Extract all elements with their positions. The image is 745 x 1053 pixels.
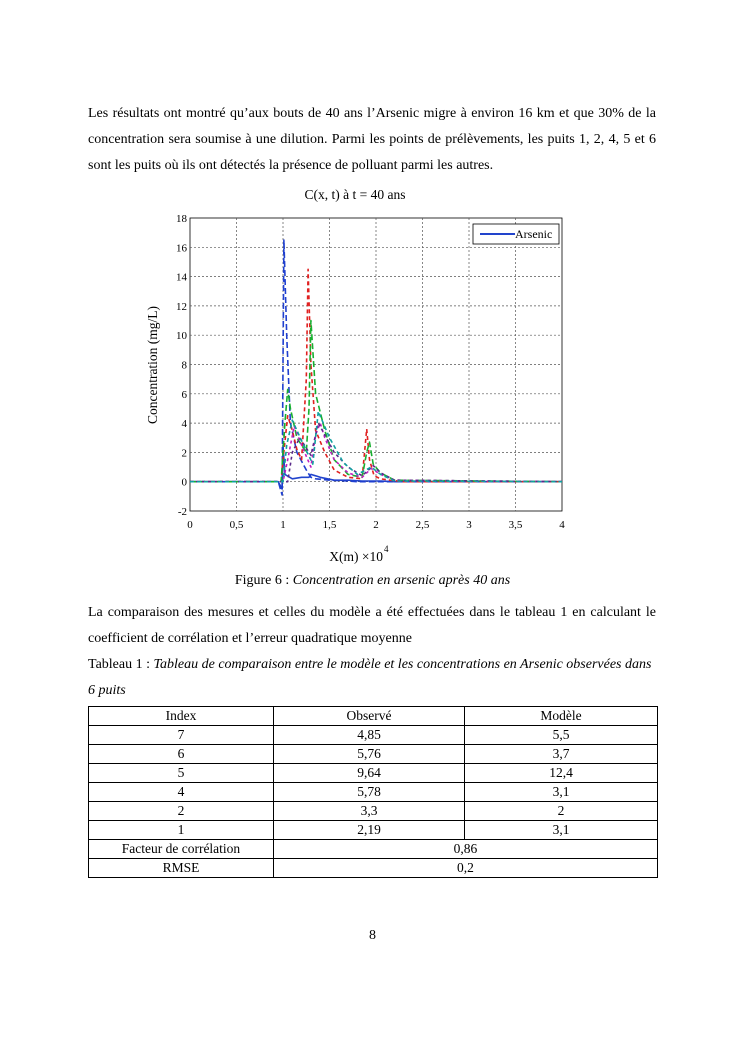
legend xyxy=(473,224,559,244)
header-observed: Observé xyxy=(273,707,464,726)
y-tick-label: 12 xyxy=(176,300,187,313)
table-caption-text: Tableau de comparaison entre le modèle et les concentrations en Arsenic observées dans 6 puits xyxy=(88,657,652,698)
x-axis-exponent: 4 xyxy=(384,544,389,554)
table-label: Tableau 1 : xyxy=(88,657,154,672)
header-index: Index xyxy=(89,707,274,726)
y-tick-label: 6 xyxy=(181,388,187,401)
table-caption xyxy=(88,652,656,704)
table-row xyxy=(89,745,658,764)
table-row xyxy=(89,764,658,783)
legend-label: Arsenic xyxy=(515,227,553,241)
table-row xyxy=(89,821,658,840)
summary-label: RMSE xyxy=(89,859,274,878)
x-tick-label: 0 xyxy=(187,519,193,531)
summary-value: 0,2 xyxy=(273,859,657,878)
cell-model: 5,5 xyxy=(465,726,658,745)
cell-index: 6 xyxy=(89,745,274,764)
cell-observed: 9,64 xyxy=(273,764,464,783)
x-tick-label: 0,5 xyxy=(229,519,244,531)
cell-observed: 3,3 xyxy=(273,802,464,821)
page-number: 8 xyxy=(369,928,376,943)
x-tick-label: 1,5 xyxy=(322,519,337,531)
y-tick-label: 2 xyxy=(181,447,187,460)
summary-label: Facteur de corrélation xyxy=(89,840,274,859)
y-tick-label: -2 xyxy=(177,506,187,518)
x-tick-label: 3 xyxy=(466,519,472,531)
y-tick-label: 14 xyxy=(176,271,187,284)
y-tick-label: 4 xyxy=(181,418,187,431)
cell-observed: 5,78 xyxy=(273,783,464,802)
intro-paragraph: Les résultats ont montré qu’aux bouts de 40 ans l’Arsenic migre à environ 16 km et que 30% de la concentration sera soumise à une dilution. Parmi les points de prélèvements, les puits 1, 2, 4, 5 et 6 sont les puits où ils ont détectés la présence de polluant parmi les autres. xyxy=(88,106,656,173)
y-tick-label: 0 xyxy=(181,476,187,489)
comparison-paragraph: La comparaison des mesures et celles du modèle a été effectuées dans le tableau 1 en calculant le coefficient de corrélation et l’erreur quadratique moyenne xyxy=(88,605,656,646)
cell-index: 5 xyxy=(89,764,274,783)
cell-observed: 2,19 xyxy=(273,821,464,840)
cell-index: 2 xyxy=(89,802,274,821)
x-tick-label: 2,5 xyxy=(415,519,430,531)
cell-index: 7 xyxy=(89,726,274,745)
comparison-table xyxy=(88,706,658,878)
cell-observed: 4,85 xyxy=(273,726,464,745)
cell-model: 3,1 xyxy=(465,783,658,802)
figure-label: Figure 6 : xyxy=(234,573,293,588)
figure-caption-text: Concentration en arsenic après 40 ans xyxy=(292,573,511,588)
figure-caption xyxy=(0,573,745,589)
table-row xyxy=(89,783,658,802)
cell-model: 3,7 xyxy=(465,745,658,764)
y-tick-label: 16 xyxy=(176,242,187,255)
concentration-chart xyxy=(135,205,575,565)
summary-row-rmse xyxy=(89,859,658,878)
header-model: Modèle xyxy=(465,707,658,726)
x-tick-label: 4 xyxy=(559,519,565,531)
x-axis-label: X(m) ×10 xyxy=(329,549,383,564)
cell-model: 2 xyxy=(465,802,658,821)
cell-model: 12,4 xyxy=(465,764,658,783)
summary-row-correlation xyxy=(89,840,658,859)
cell-observed: 5,76 xyxy=(273,745,464,764)
x-tick-label: 2 xyxy=(373,519,379,531)
summary-value: 0,86 xyxy=(273,840,657,859)
table-header-row xyxy=(89,707,658,726)
y-ticks xyxy=(176,213,188,518)
cell-index: 1 xyxy=(89,821,274,840)
x-tick-label: 1 xyxy=(280,519,286,531)
table-row xyxy=(89,802,658,821)
cell-index: 4 xyxy=(89,783,274,802)
table-row xyxy=(89,726,658,745)
x-tick-label: 3,5 xyxy=(508,519,523,531)
y-axis-label: Concentration (mg/L) xyxy=(145,305,160,425)
chart-title: C(x, t) à t = 40 ans xyxy=(304,187,406,202)
y-tick-label: 8 xyxy=(181,359,187,372)
y-tick-label: 18 xyxy=(176,213,187,225)
y-tick-label: 10 xyxy=(176,330,187,343)
cell-model: 3,1 xyxy=(465,821,658,840)
x-ticks xyxy=(187,519,565,531)
